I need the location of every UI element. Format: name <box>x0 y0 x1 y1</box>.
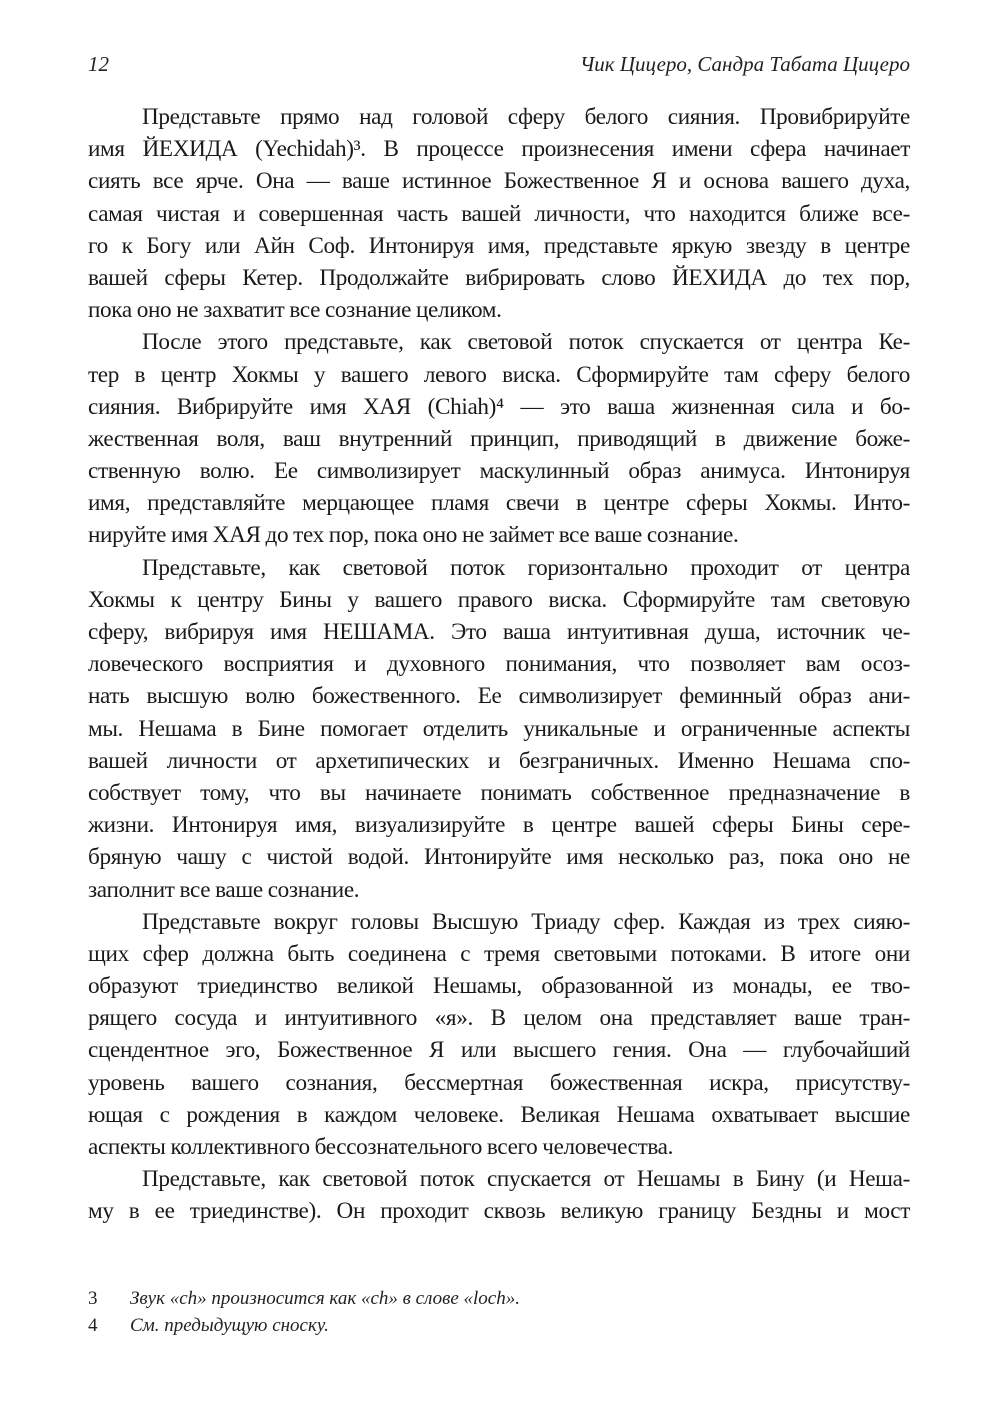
text-line: сферу, вибрируя имя НЕШАМА. Это ваша интуитивная душа, источник че- <box>88 619 910 645</box>
footnote-text: См. предыдущую сноску. <box>130 1315 329 1336</box>
text-line: ловеческого восприятия и духовного понимания, что позволяет вам осоз- <box>88 651 910 678</box>
footnotes <box>88 1285 910 1339</box>
text-line: сиять все ярче. Она — ваше истинное Божественное Я и основа вашего духа, <box>88 168 910 195</box>
text-line: Представьте, как световой поток спускается от Нешамы в Бину (и Неша- <box>142 1166 910 1193</box>
text-line: Представьте прямо над головой сферу белого сияния. Провибрируйте <box>142 104 910 130</box>
text-line: сияния. Вибрируйте имя ХАЯ (Chiah)⁴ — это ваша жизненная сила и бо- <box>88 393 910 420</box>
body-text <box>88 101 910 1228</box>
paragraph-chiah <box>88 326 910 551</box>
text-line: щих сфер должна быть соединена с тремя световыми потоками. В итоге они <box>88 940 910 967</box>
text-line: го к Богу или Айн Соф. Интонируя имя, представьте яркую звезду в центре <box>88 232 910 259</box>
text-line: самая чистая и совершенная часть вашей личности, что находится ближе все- <box>88 200 910 227</box>
text-line: образуют триединство великой Нешамы, образованной из монады, ее тво- <box>88 973 910 1000</box>
book-page <box>88 0 910 1424</box>
running-title: Чик Цицеро, Сандра Табата Цицеро <box>579 52 910 76</box>
text-line: Представьте, как световой поток горизонтально проходит от центра <box>142 554 910 581</box>
text-line: мы. Нешама в Бине помогает отделить уникальные и ограниченные аспекты <box>88 715 910 742</box>
text-line: Представьте вокруг головы Высшую Триаду сфер. Каждая из трех сияю- <box>142 908 910 935</box>
text-line: рящего сосуда и интуитивного «я». В целом она представляет ваше тран- <box>88 1005 910 1032</box>
text-line: сцендентное эго, Божественное Я или высшего гения. Она — глубочайший <box>88 1037 910 1064</box>
text-line: собствует тому, что вы начинаете понимать собственное предназначение в <box>88 779 910 806</box>
paragraph-supernal-triad <box>88 906 910 1164</box>
text-line: жественная воля, ваш внутренний принцип, приводящий в движение боже- <box>88 425 910 452</box>
footnote-number: 4 <box>88 1315 98 1336</box>
text-line: ственную волю. Ее символизирует маскулинный образ анимуса. Интонируя <box>88 458 910 485</box>
text-line: пока оно не захватит все сознание целиком. <box>88 297 502 324</box>
text-line: вашей личности от архетипических и безграничных. Именно Нешама спо- <box>88 747 910 774</box>
footnote-3 <box>88 1285 910 1312</box>
text-line: тер в центр Хокмы у вашего левого виска. Сформируйте там сферу белого <box>88 361 910 388</box>
footnote-number: 3 <box>88 1288 98 1309</box>
page-number: 12 <box>88 52 109 76</box>
text-line: нать высшую волю божественного. Ее символизирует феминный образ ани- <box>88 683 910 710</box>
text-line: вашей сферы Кетер. Продолжайте вибрировать слово ЙЕХИДА до тех пор, <box>88 264 910 291</box>
paragraph-abyss <box>88 1163 910 1227</box>
text-line: имя ЙЕХИДА (Yechidah)³. В процессе произнесения имени сфера начинает <box>88 136 910 163</box>
text-line: му в ее триединстве). Он проходит сквозь великую границу Бездны и мост <box>88 1198 910 1225</box>
footnote-text: Звук «ch» произносится как «ch» в слове «loch». <box>130 1288 520 1309</box>
text-line: Хокмы к центру Бины у вашего правого виска. Сформируйте там световую <box>88 586 910 613</box>
text-line: После этого представьте, как световой поток спускается от центра Ке- <box>142 329 910 356</box>
footnote-4 <box>88 1312 910 1339</box>
text-line: имя, представляйте мерцающее пламя свечи в центре сферы Хокмы. Инто- <box>88 490 910 517</box>
paragraph-neshamah <box>88 552 910 906</box>
paragraph-yechidah <box>88 101 910 326</box>
text-line: аспекты коллективного бессознательного всего человечества. <box>88 1134 674 1160</box>
text-line: жизни. Интонируя имя, визуализируйте в центре вашей сферы Бины сере- <box>88 812 910 839</box>
text-line: уровень вашего сознания, бессмертная божественная искра, присутству- <box>88 1069 910 1096</box>
running-head <box>88 52 910 82</box>
text-line: нируйте имя ХАЯ до тех пор, пока оно не займет все ваше сознание. <box>88 522 739 549</box>
text-line: ющая с рождения в каждом человеке. Великая Нешама охватывает высшие <box>88 1101 910 1128</box>
text-line: бряную чашу с чистой водой. Интонируйте имя несколько раз, пока оно не <box>88 844 910 871</box>
text-line: заполнит все ваше сознание. <box>88 876 360 903</box>
